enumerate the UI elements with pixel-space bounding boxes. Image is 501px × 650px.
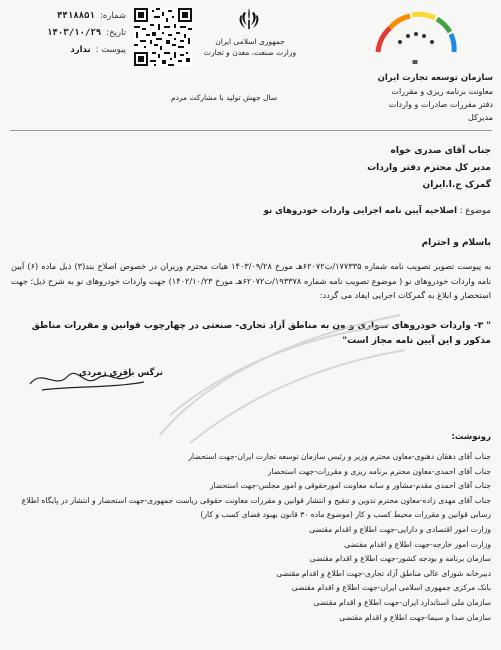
letter-meta (6, 8, 126, 59)
org-line4: مدیرکل (468, 113, 493, 122)
qr-code-icon (134, 8, 192, 66)
org-block (318, 72, 493, 124)
addressee-title: مدیر کل محترم دفتر واردات (367, 163, 491, 173)
cc-item: دبیرخانه شورای عالی مناطق آزاد تجاری-جهت اطلاع و اقدام مقتضی (276, 568, 491, 578)
ministry-line1: جمهوری اسلامی ایران (215, 37, 285, 46)
org-line1: سازمان توسعه تجارت ایران (377, 73, 493, 83)
quoted-clause: " ۳- واردات خودروهای سواری و ون به مناطق آزاد تجاری- صنعتی در چهارچوب قوانین و مقررات مناطق مذکور و این آیین نامه مجاز است" (31, 321, 491, 346)
cc-item: وزارت امور خارجه-جهت اطلاع و اقدام مقتضی (344, 539, 491, 549)
subject-line (31, 206, 491, 216)
cc-item: سازمان ملی استاندارد ایران-جهت اطلاع و اقدام مقتضی (313, 597, 491, 607)
ministry-block (196, 36, 304, 58)
ministry-line2: وزارت صنعت، معدن و تجارت (203, 48, 297, 57)
addressee-name: جناب آقای صدری خواه (390, 146, 491, 156)
cc-item: جناب آقای احمدی-معاون محترم برنامه ریزی و مقررات-جهت استحضار (267, 466, 491, 476)
salutation: باسلام و احترام (421, 238, 491, 248)
subject-label: موضوع : (459, 206, 491, 216)
date-label: تاریخ: (106, 28, 126, 38)
header-divider (10, 130, 492, 131)
watermark-seal-icon (150, 295, 410, 445)
cc-title: رونوشت: (451, 432, 491, 442)
addressee-block (71, 143, 491, 194)
cc-item: وزارت امور اقتصادی و دارایی-جهت اطلاع و اقدام مقتضی (309, 524, 491, 534)
cc-item: جناب آقای دهقان دهنوی-معاون محترم وزیر و رئیس سازمان توسعه تجارت ایران-جهت استحضار (188, 452, 491, 461)
year-slogan: سال جهش تولید با مشارکت مردم (170, 93, 278, 102)
cc-item: سازمان صدا و سیما-جهت اطلاع و اقدام مقتضی (339, 612, 491, 622)
number-value: ۴۴۱۸۸۵۱ (57, 11, 95, 21)
iran-emblem-icon (236, 6, 262, 32)
number-label: شماره: (99, 11, 126, 21)
letter-number-row (6, 8, 126, 25)
tpo-logo-icon (340, 2, 490, 66)
attachment-label: پیوست : (95, 45, 126, 55)
subject-text: اصلاحیه آیین نامه اجرایی واردات خودروهای نو (263, 206, 458, 216)
letter-body: به پیوست تصویر تصویب نامه شماره ۱۷۷۳۳۵/ت۶۲۰۷۲هـ مورخ ۱۴۰۳/۰۹/۲۸ هیات محترم وزیران در خصوص اصلاح بند(۳) ذیل ماده (۶) آیین نامه واردات خودروهای نو ( موضوع تصویب نامه شماره ۱۹۳۳۷۸/ت۶۲۰۷۲هـ مورخ ۱۴۰۲/۱۰/۲۳) جهت واردات خودروهای نو به شرح ذیل؛ جهت استحضار و ابلاغ به گمرکات اجرایی ایفاد می گردد: (11, 261, 491, 300)
cc-item: جناب آقای مهدی زاده-معاون محترم تدوین و تنقیح و انتشار قوانین و مقررات معاونت حقوقی ریاست جمهوری-جهت استحضار و انتشار در پایگاه اطلاع رسانی قوانین و مقررات محیط کسب و کار (موضوع ماده ۳۰ قانون بهبود فضای کسب و کار) (21, 495, 491, 520)
cc-list (11, 450, 491, 625)
letter-date-row (6, 25, 126, 42)
cc-item: جناب آقای احمدی مقدم-مشاور و سانه معاونت امورحقوقی و امور مجلس-جهت استحضار (209, 481, 491, 491)
handwritten-signature-icon (22, 360, 152, 396)
org-line2: معاونت برنامه ریزی و مقررات (391, 87, 493, 96)
signer-name: نرگس باقری زمردی (79, 368, 163, 378)
letter-attachment-row (6, 42, 126, 59)
attachment-value: ندارد (70, 45, 91, 55)
cc-item: بانک مرکزی جمهوری اسلامی ایران-جهت اطلاع و اقدام مقتضی (291, 583, 491, 593)
org-line3: دفتر مقررات صادرات و واردات (388, 100, 493, 109)
addressee-org: گمرک ج.ا.ایران (422, 180, 491, 190)
date-value: ۱۴۰۳/۱۰/۲۹ (47, 28, 102, 38)
cc-item: سازمان برنامه و بودجه کشور-جهت اطلاع و اقدام مقتضی (309, 554, 491, 564)
